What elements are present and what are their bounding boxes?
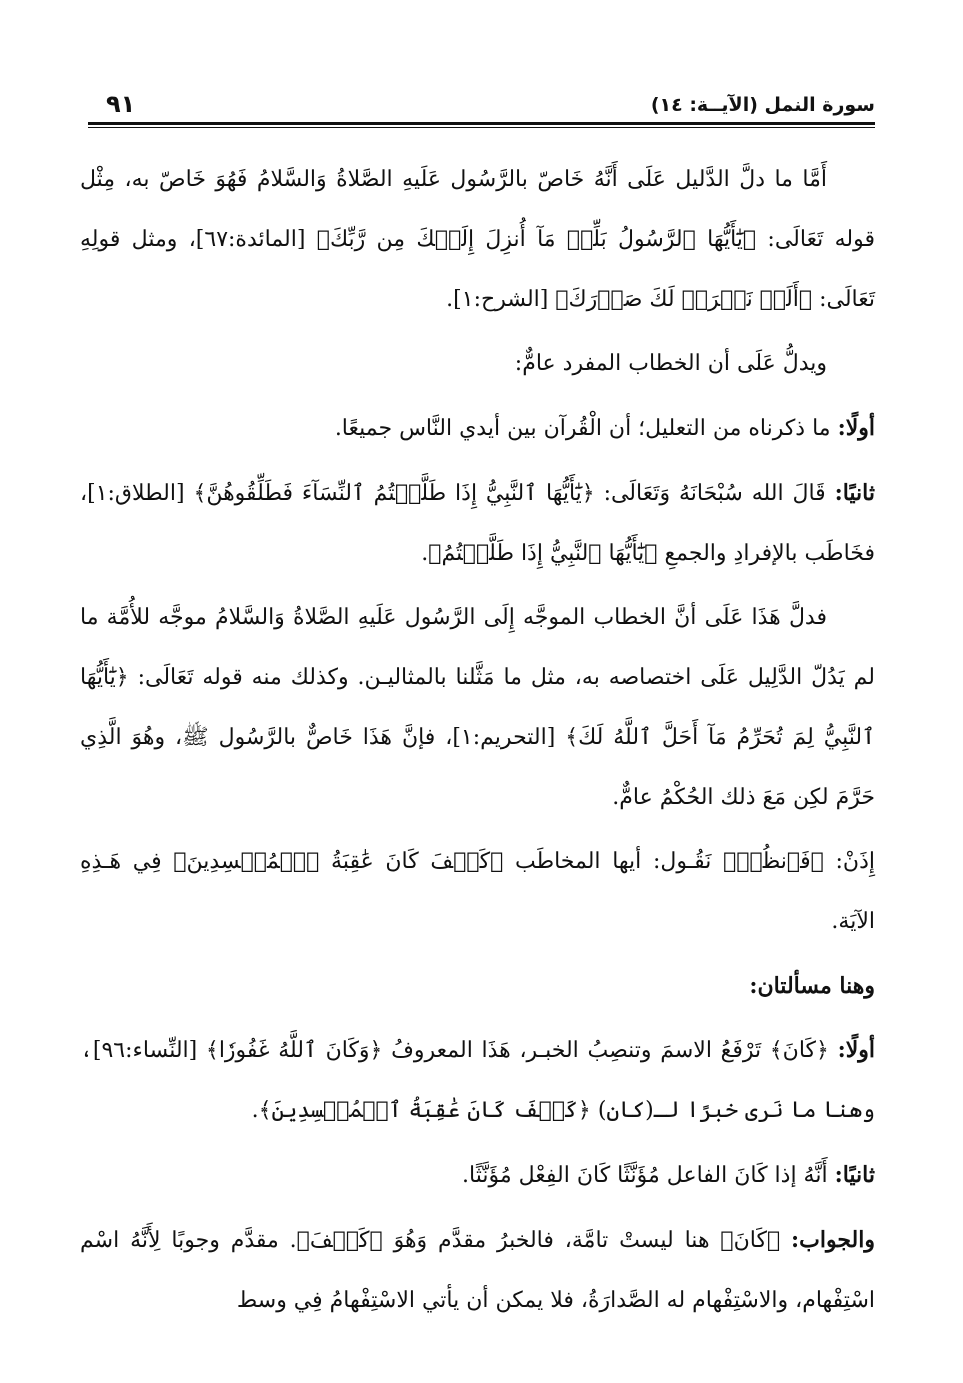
- header-rule: [88, 122, 875, 125]
- paragraph-text: ويدلُّ عَلَى أن الخطاب المفرد عامٌّ:: [514, 351, 827, 376]
- paragraph-text: ﴿كَانَ﴾ تَرْفَعُ الاسمَ وتنصِبُ الخبـر، هَذَا المعروفُ ﴿وَكَانَ ٱللَّهُ غَفُورٗا﴾ [النِّساء:٩٦]، وهنا ما نَرى خبرًا لـ(كان) ﴿كَيۡفَ كَانَ عَٰقِبَةُ ٱلۡمُفۡسِدِينَ﴾.: [80, 1038, 875, 1123]
- body-text: [80, 150, 875, 1335]
- section-heading: [80, 956, 875, 1016]
- paragraph-text: أَنَّهُ إذا كَانَ الفاعل مُؤَنَّثًا كَانَ الفِعْل مُؤَنَّثًا.: [462, 1163, 835, 1188]
- paragraph-lead: ثانيًا:: [834, 480, 875, 506]
- paragraph-text: قَالَ الله سُبْحَانَهُ وَتَعَالَى: ﴿يَٰٓأَيُّهَا ٱلنَّبِيُّ إِذَا طَلَّقۡتُمُ ٱلنِّسَآءَ فَطَلِّقُوهُنَّ﴾ [الطلاق:١]، فخَاطَب بالإفرادِ والجمعِ ﴿يَٰٓأَيُّهَا ٱلنَّبِيُّ إِذَا طَلَّقۡتُمُ﴾.: [80, 481, 875, 566]
- paragraph-text: ما ذكرناه من التعليل؛ أن الْقُرآن بين أيدي النَّاس جميعًا.: [334, 416, 838, 441]
- page-number: ٩١: [106, 90, 136, 118]
- paragraph-lead: والجواب:: [791, 1227, 875, 1253]
- paragraph: [80, 1145, 875, 1206]
- paragraph: [80, 1020, 875, 1141]
- paragraph: [80, 1210, 875, 1331]
- running-title: سورة النمل (الآيــة: ١٤): [650, 94, 875, 116]
- paragraph: [80, 832, 875, 952]
- paragraph-lead: ثانيًا:: [834, 1162, 875, 1188]
- paragraph: [80, 398, 875, 459]
- paragraph-text: فدلَّ هَذَا عَلَى أنَّ الخطاب الموجَّه إِلَى الرَّسُول عَلَيهِ الصَّلاةُ وَالسَّلامُ موجَّه للأُمَّة ما لم يَدُلّ الدَّلِيل عَلَى اختصاصه به، مثل ما مَثَّلنا بالمثاليـن. وكذلك منه قوله تَعَالَى: ﴿يَٰٓأَيُّهَا ٱلنَّبِيُّ لِمَ تُحَرِّمُ مَآ أَحَلَّ ٱللَّهُ لَكَ﴾ [التحريم:١]، فإنَّ هَذَا خَاصٌّ بالرَّسُول ﷺ، وهُوَ الَّذِي حَرَّمَ لكِن مَعَ ذلك الحُكْمُ عامٌّ.: [80, 605, 875, 810]
- paragraph-lead: أولًا:: [837, 1037, 875, 1063]
- paragraph: [80, 150, 875, 330]
- page-header: [88, 88, 875, 122]
- paragraph-text: إِذَنْ: ﴿فَٱنظُرۡ﴾ نَقُـول: أيها المخاطَب ﴿كَيۡفَ كَانَ عَٰقِبَةُ ٱلۡمُفۡسِدِينَ﴾ فِي هَـذِهِ الآيَة.: [80, 849, 875, 934]
- paragraph: [80, 334, 875, 394]
- paragraph-text: ﴿كَانَ﴾ هنا ليستْ تامَّة، فالخبرُ مقدَّم وَهُوَ ﴿كَيۡفَ﴾. مقدَّم وجوبًا لِأَنَّهُ اسْم اسْتِفْهام، والاسْتِفْهام له الصَّدارَةُ، فلا يمكن أن يأتي الاسْتِفْهامُ فِي وسط: [80, 1228, 875, 1313]
- paragraph-lead: أولًا:: [837, 415, 875, 441]
- paragraph: [80, 588, 875, 828]
- paragraph: [80, 463, 875, 584]
- paragraph-text: أَمَّا ما دلَّ الدَّليل عَلَى أَنَّهُ خَاصّ بالرَّسُول عَلَيهِ الصَّلاةُ وَالسَّلامُ فَهُوَ خَاصّ به، مِثْل قوله تَعَالَى: ﴿يَٰٓأَيُّهَا ٱلرَّسُولُ بَلِّغۡ مَآ أُنزِلَ إِلَيۡكَ مِن رَّبِّكَ﴾ [المائدة:٦٧]، ومثل قولِهِ تَعَالَى: ﴿أَلَمۡ نَشۡرَحۡ لَكَ صَدۡرَكَ﴾ [الشرح:١].: [80, 167, 875, 312]
- section-heading-text: وهنا مسألتان:: [749, 973, 875, 999]
- header-rule-thin: [88, 127, 875, 128]
